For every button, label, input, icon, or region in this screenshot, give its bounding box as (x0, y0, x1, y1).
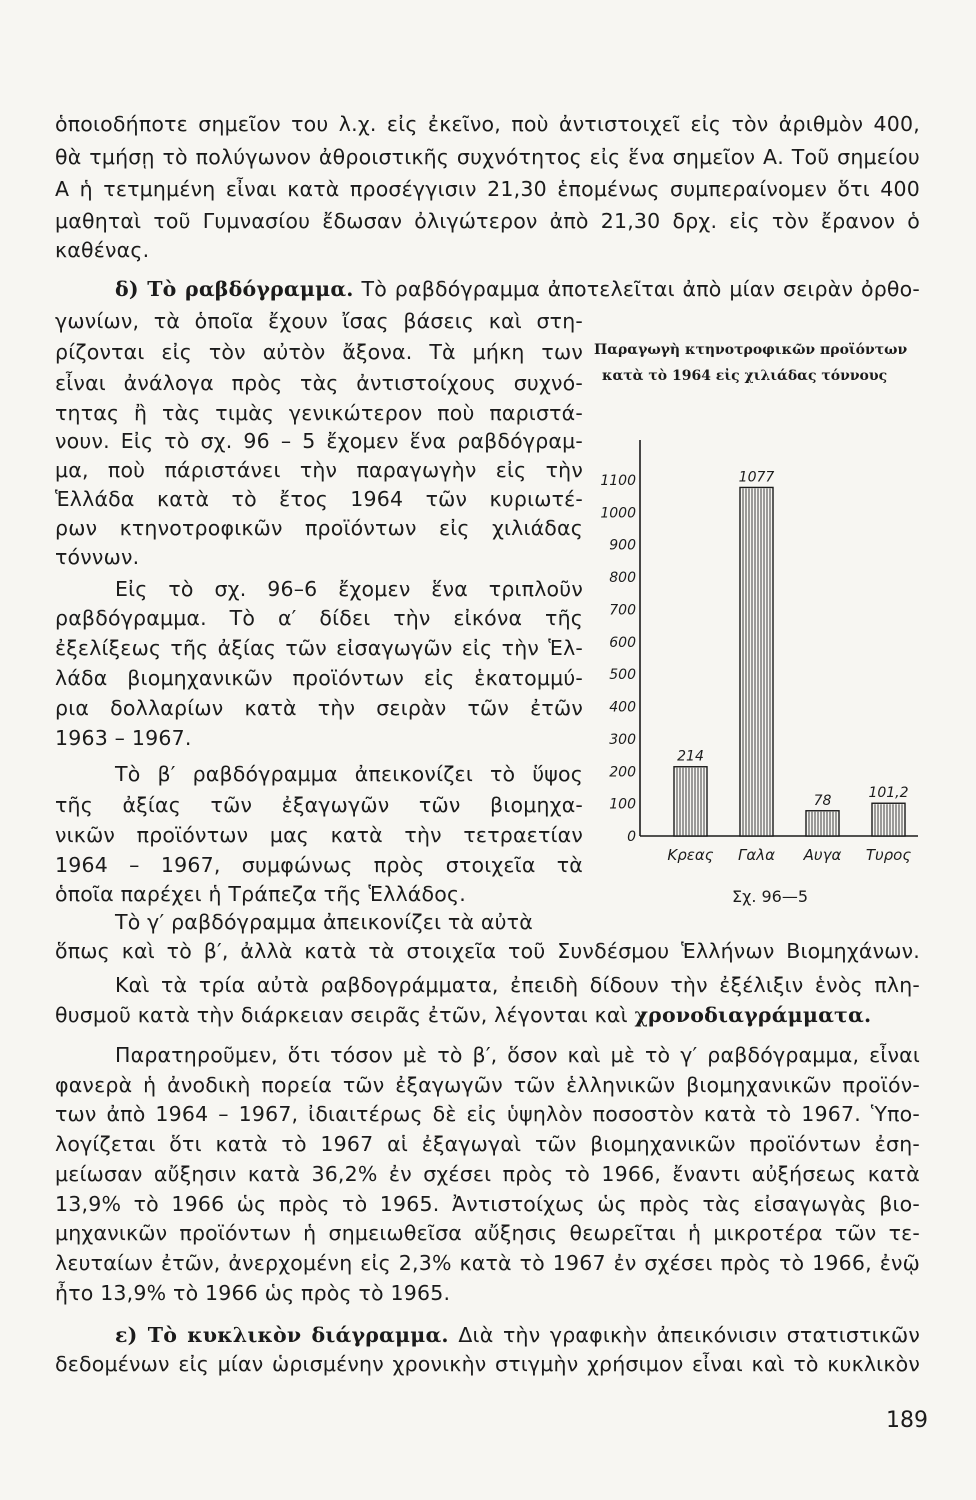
text-span: Διὰ τὴν γραφικὴν ἀπεικόνισιν στατιστικῶν (458, 1323, 921, 1347)
text-line: ἐξελίξεως τῆς ἀξίας τῶν εἰσαγωγῶν εἰς τὴν Ἑλ- (55, 636, 583, 660)
y-tick-label: 200 (609, 764, 636, 781)
category-label: Γαλα (737, 846, 776, 864)
y-tick-label: 100 (609, 796, 636, 813)
text-line: λογίζεται ὅτι κατὰ τὸ 1967 αἱ ἐξαγωγαὶ τῶν βιομηχανικῶν προϊόντων ἐση- (55, 1132, 920, 1156)
y-tick-label: 300 (609, 731, 636, 748)
text-span: θυσμοῦ κατὰ τὴν διάρκειαν σειρᾶς ἐτῶν, λέγονται καὶ (55, 1003, 628, 1027)
term-chronodiagrams: χρονοδιαγράμματα. (634, 1003, 872, 1027)
y-tick-label: 500 (609, 667, 636, 684)
bar (740, 487, 773, 836)
text-line: ραβδόγραμμα. Τὸ α′ δίδει τὴν εἰκόνα τῆς (55, 606, 583, 630)
bar-value-label: 214 (677, 748, 704, 765)
y-tick-label: 400 (609, 699, 636, 716)
text-line: ὁποῖα παρέχει ἡ Τράπεζα τῆς Ἑλλάδος. (55, 882, 466, 906)
text-line: Α ἡ τετμημένη εἶναι κατὰ προσέγγισιν 21,30 ἑπομένως συμπεραίνομεν ὅτι 400 (55, 177, 920, 201)
y-tick-label: 600 (609, 634, 636, 651)
text-line: μείωσαν αὔξησιν κατὰ 36,2% ἐν σχέσει πρὸς τὸ 1966, ἔναντι αὐξήσεως κατὰ (55, 1162, 920, 1186)
text-line: ρων κτηνοτροφικῶν προϊόντων εἰς χιλιάδας (55, 516, 583, 540)
text-line: γωνίων, τὰ ὁποῖα ἔχουν ἴσας βάσεις καὶ στη- (55, 309, 583, 333)
text-line: λάδα βιομηχανικῶν προϊόντων εἰς ἑκατομμύ- (55, 666, 583, 690)
text-line: μα, ποὺ πάριστάνει τὴν παραγωγὴν εἰς τὴν (55, 458, 583, 482)
text-line: ρια δολλαρίων κατὰ τὴν σειρὰν τῶν ἐτῶν (55, 696, 583, 720)
bar-value-label: 101,2 (868, 785, 909, 802)
text-line: ἦτο 13,9% τὸ 1966 ὡς πρὸς τὸ 1965. (55, 1281, 451, 1305)
text-line: Ἑλλάδα κατὰ τὸ ἔτος 1964 τῶν κυριωτέ- (55, 487, 583, 511)
bar-rect (872, 803, 905, 836)
text-span: Τὸ ραβδόγραμμα ἀποτελεῖται ἀπὸ μίαν σειρὰν ὀρθο- (361, 277, 921, 301)
section-line (115, 277, 920, 301)
chart-title-line-1: Παραγωγὴ κτηνοτροφικῶν προϊόντων (594, 342, 908, 358)
text-line (55, 1003, 871, 1027)
bar-value-label: 1077 (738, 469, 775, 486)
bar-rect (740, 487, 773, 836)
text-line: τόννων. (55, 545, 140, 569)
y-tick-label: 700 (609, 602, 636, 619)
y-tick-label: 1000 (600, 505, 636, 522)
text-line: ὅπως καὶ τὸ β′, ἀλλὰ κατὰ τὰ στοιχεῖα τοῦ Συνδέσμου Ἑλλήνων Βιομηχάνων. (55, 939, 920, 963)
category-label: Αυγα (803, 846, 842, 864)
bar-rect (674, 767, 707, 836)
text-line: Τὸ β′ ραβδόγραμμα ἀπεικονίζει τὸ ὕψος (115, 762, 583, 786)
text-line: θὰ τμήσῃ τὸ πολύγωνον ἀθροιστικῆς συχνότητος εἰς ἕνα σημεῖον Α. Τοῦ σημείου (55, 145, 920, 169)
text-line: τῆς ἀξίας τῶν ἐξαγωγῶν τῶν βιομηχα- (55, 793, 583, 817)
text-line: νουν. Εἰς τὸ σχ. 96 – 5 ἔχομεν ἕνα ραβδόγραμ- (55, 429, 583, 453)
text-line: φανερὰ ἡ ἀνοδικὴ πορεία τῶν ἐξαγωγῶν τῶν ἑλληνικῶν βιομηχανικῶν προϊόν- (55, 1073, 920, 1097)
text-line: μηχανικῶν προϊόντων ἡ σημειωθεῖσα αὔξησις θεωρεῖται ἡ μικροτέρα τῶν τε- (55, 1221, 920, 1245)
category-label: Τυρος (865, 846, 912, 864)
text-line: τητας ἢ τὰς τιμὰς γενικώτερον ποὺ παριστά- (55, 401, 583, 425)
text-line: 1964 – 1967, συμφώνως πρὸς στοιχεῖα τὰ (55, 853, 583, 877)
page-number: 189 (886, 1408, 928, 1433)
text-line: δεδομένων εἰς μίαν ὡρισμένην χρονικὴν στιγμὴν χρήσιμον εἶναι καὶ τὸ κυκλικὸν (55, 1352, 920, 1376)
figure-caption: Σχ. 96—5 (731, 887, 809, 906)
text-line: καθένας. (55, 238, 150, 262)
y-tick-label: 900 (609, 537, 636, 554)
text-line: 1963 – 1967. (55, 726, 192, 750)
y-tick-label: 0 (627, 829, 636, 845)
text-line: Τὸ γ′ ραβδόγραμμα ἀπεικονίζει τὰ αὐτὰ (115, 910, 533, 934)
bar (674, 767, 707, 836)
text-line: Εἰς τὸ σχ. 96–6 ἔχομεν ἕνα τριπλοῦν (115, 577, 583, 601)
section-heading: ε) Τὸ κυκλικὸν διάγραμμα. (115, 1323, 449, 1347)
text-line: μαθηταὶ τοῦ Γυμνασίου ἔδωσαν ὀλιγώτερον ἀπὸ 21,30 δρχ. εἰς τὸν ἔρανον ὁ (55, 209, 920, 233)
bar (806, 811, 839, 836)
y-tick-label: 1100 (600, 473, 636, 489)
text-line: ὁποιοδήποτε σημεῖον του λ.χ. εἰς ἐκεῖνο, ποὺ ἀντιστοιχεῖ εἰς τὸν ἀριθμὸν 400, (55, 112, 920, 136)
y-tick-label: 800 (609, 570, 636, 587)
bar-rect (806, 811, 839, 836)
text-line: 13,9% τὸ 1966 ὡς πρὸς τὸ 1965. Ἀντιστοίχως ὡς πρὸς τὰς εἰσαγωγὰς βιο- (55, 1192, 920, 1216)
text-line: νικῶν προϊόντων μας κατὰ τὴν τετραετίαν (55, 823, 583, 847)
text-line: εἶναι ἀνάλογα πρὸς τὰς ἀντιστοίχους συχνό- (55, 371, 583, 395)
bar (872, 803, 905, 836)
text-line: Παρατηροῦμεν, ὅτι τόσον μὲ τὸ β′, ὅσον καὶ μὲ τὸ γ′ ραβδόγραμμα, εἶναι (115, 1043, 920, 1067)
text-line: Καὶ τὰ τρία αὐτὰ ραβδογράμματα, ἐπειδὴ δίδουν τὴν ἐξέλιξιν ἑνὸς πλη- (115, 973, 920, 997)
chart-title-line-2: κατὰ τὸ 1964 εἰς χιλιάδας τόννους (602, 368, 888, 384)
bar-chart (600, 440, 940, 920)
bar-value-label: 78 (813, 792, 832, 809)
section-heading: δ) Τὸ ραβδόγραμμα. (115, 277, 354, 301)
text-line: ρίζονται εἰς τὸν αὐτὸν ἄξονα. Τὰ μήκη των (55, 340, 583, 364)
section-line (115, 1323, 920, 1347)
category-label: Κρεας (667, 846, 714, 864)
text-line: των ἀπὸ 1964 – 1967, ἰδιαιτέρως δὲ εἰς ὑψηλὸν ποσοστὸν κατὰ τὸ 1967. Ὑπο- (55, 1102, 920, 1126)
text-line: λευταίων ἐτῶν, ἀνερχομένη εἰς 2,3% κατὰ τὸ 1967 ἐν σχέσει πρὸς τὸ 1966, ἐνῷ (55, 1251, 920, 1275)
